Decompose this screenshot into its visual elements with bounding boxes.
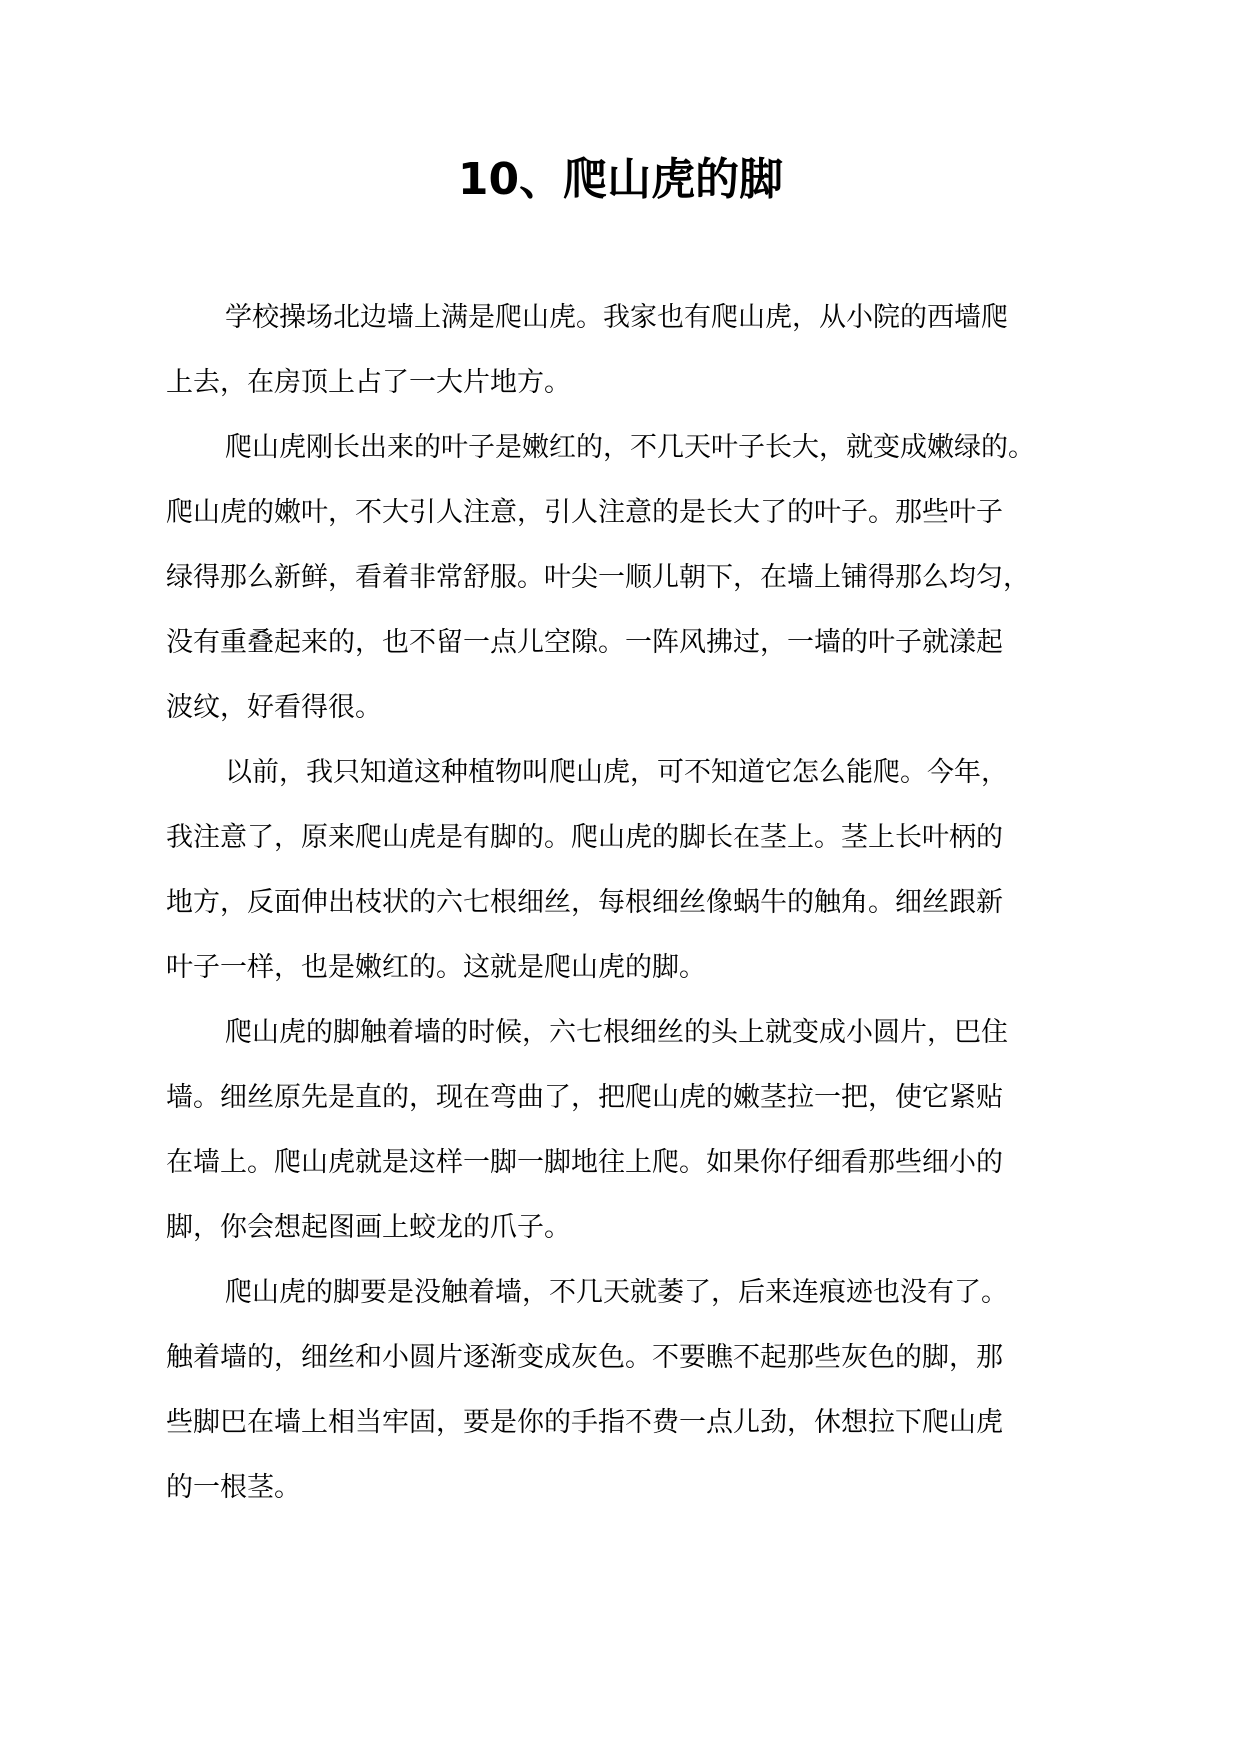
paragraph-4 [166, 1000, 1076, 1260]
paragraph-5 [166, 1260, 1076, 1520]
paragraph-line: 叶子一样，也是嫩红的。这就是爬山虎的脚。 [166, 952, 706, 983]
paragraph-line: 爬山虎刚长出来的叶子是嫩红的，不几天叶子长大，就变成嫩绿的。 [225, 432, 1035, 463]
document-body [166, 285, 1076, 1520]
paragraph-line: 的一根茎。 [166, 1472, 301, 1503]
document-title: 10、爬山虎的脚 [457, 154, 784, 205]
paragraph-line: 学校操场北边墙上满是爬山虎。我家也有爬山虎，从小院的西墙爬 [225, 302, 1008, 333]
paragraph-2 [166, 415, 1076, 740]
paragraph-line: 爬山虎的嫩叶，不大引人注意，引人注意的是长大了的叶子。那些叶子 [166, 497, 1003, 528]
paragraph-line: 墙。细丝原先是直的，现在弯曲了，把爬山虎的嫩茎拉一把，使它紧贴 [166, 1082, 1003, 1113]
paragraph-line: 我注意了，原来爬山虎是有脚的。爬山虎的脚长在茎上。茎上长叶柄的 [166, 822, 1003, 853]
paragraph-line: 些脚巴在墙上相当牢固，要是你的手指不费一点儿劲，休想拉下爬山虎 [166, 1407, 1003, 1438]
paragraph-line: 触着墙的，细丝和小圆片逐渐变成灰色。不要瞧不起那些灰色的脚，那 [166, 1342, 1003, 1373]
paragraph-line: 爬山虎的脚要是没触着墙，不几天就萎了，后来连痕迹也没有了。 [225, 1277, 1008, 1308]
paragraph-line: 没有重叠起来的，也不留一点儿空隙。一阵风拂过，一墙的叶子就漾起 [166, 627, 1003, 658]
paragraph-line: 绿得那么新鲜，看着非常舒服。叶尖一顺儿朝下，在墙上铺得那么均匀， [166, 562, 1030, 593]
paragraph-line: 在墙上。爬山虎就是这样一脚一脚地往上爬。如果你仔细看那些细小的 [166, 1147, 1003, 1178]
paragraph-line: 地方，反面伸出枝状的六七根细丝，每根细丝像蜗牛的触角。细丝跟新 [166, 887, 1003, 918]
paragraph-line: 波纹，好看得很。 [166, 692, 382, 723]
paragraph-line: 爬山虎的脚触着墙的时候，六七根细丝的头上就变成小圆片，巴住 [225, 1017, 1008, 1048]
paragraph-1 [166, 285, 1076, 415]
paragraph-line: 上去，在房顶上占了一大片地方。 [166, 367, 571, 398]
paragraph-line: 脚，你会想起图画上蛟龙的爪子。 [166, 1212, 571, 1243]
paragraph-line: 以前，我只知道这种植物叫爬山虎，可不知道它怎么能爬。今年， [225, 757, 1008, 788]
paragraph-3 [166, 740, 1076, 1000]
